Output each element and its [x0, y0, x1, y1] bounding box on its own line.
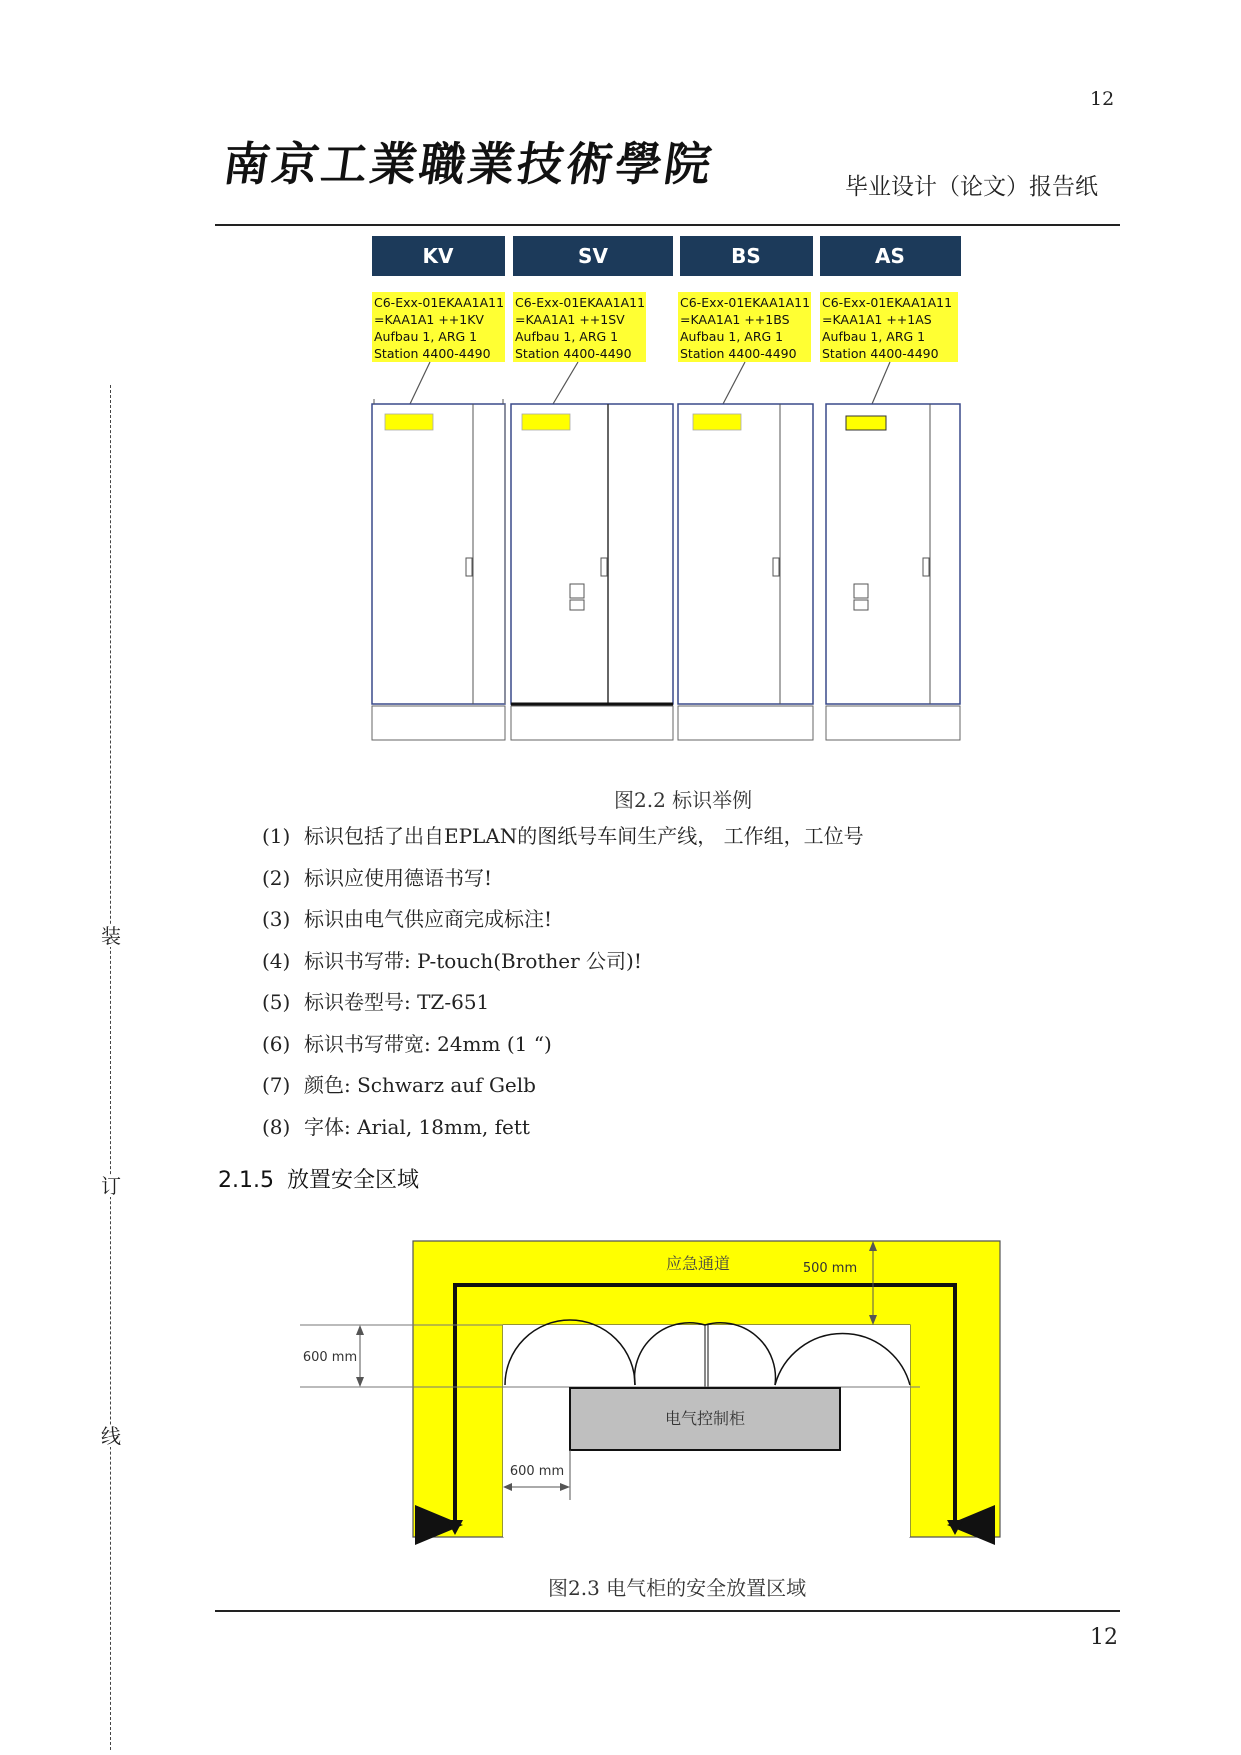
- requirements-list: [262, 822, 864, 1154]
- list-item: (7) 颜色: Schwarz auf Gelb: [262, 1073, 536, 1097]
- svg-text:Station 4400-4490: Station 4400-4490: [374, 346, 491, 361]
- svg-text:Station 4400-4490: Station 4400-4490: [680, 346, 797, 361]
- report-subtitle: 毕业设计（论文）报告纸: [845, 174, 1098, 200]
- svg-text:Aufbau 1, ARG 1: Aufbau 1, ARG 1: [374, 329, 478, 344]
- svg-text:Station 4400-4490: Station 4400-4490: [822, 346, 939, 361]
- svg-text:KV: KV: [422, 244, 454, 268]
- binding-label-ding: 订: [101, 1174, 121, 1198]
- leader-lines: [410, 362, 890, 404]
- list-item: (6) 标识书写带宽: 24mm (1 “): [262, 1031, 552, 1056]
- svg-text:=KAA1A1 ++1KV: =KAA1A1 ++1KV: [374, 312, 484, 327]
- svg-text:BS: BS: [731, 244, 761, 268]
- safety-zone-figure: [300, 1235, 1020, 1545]
- list-item: (5) 标识卷型号: TZ-651: [262, 990, 490, 1014]
- svg-text:=KAA1A1 ++1AS: =KAA1A1 ++1AS: [822, 312, 932, 327]
- binding-margin: [100, 385, 122, 1750]
- svg-text:C6-Exx-01EKAA1A11: C6-Exx-01EKAA1A11: [822, 295, 953, 310]
- section-number: 2.1.5: [218, 1168, 274, 1193]
- svg-text:Station 4400-4490: Station 4400-4490: [515, 346, 632, 361]
- svg-text:C6-Exx-01EKAA1A11: C6-Exx-01EKAA1A11: [515, 295, 646, 310]
- list-item: (2) 标识应使用德语书写!: [262, 865, 493, 890]
- svg-text:AS: AS: [875, 244, 905, 268]
- school-logo-text: 南京工業職業技術學院: [219, 137, 718, 191]
- label-box-sv: [513, 292, 646, 362]
- list-item: (8) 字体: Arial, 18mm, fett: [262, 1114, 530, 1139]
- footer-rule: [215, 1610, 1120, 1612]
- cabinet-header-kv: [372, 236, 505, 276]
- label-box-kv: [372, 292, 505, 362]
- header-rule: [215, 224, 1120, 226]
- cabinet-bs: [678, 404, 813, 740]
- label-box-bs: [678, 292, 811, 362]
- svg-text:Aufbau 1, ARG 1: Aufbau 1, ARG 1: [515, 329, 619, 344]
- dim-500mm-label: 500 mm: [802, 1261, 858, 1276]
- binding-label-xian: 线: [101, 1424, 121, 1448]
- cabinet-header-sv: [513, 236, 673, 276]
- cabinet-kv: [372, 399, 505, 740]
- page-number-bottom: 12: [1090, 1625, 1118, 1650]
- section-heading: [218, 1163, 419, 1194]
- dim-600mm-left-label: 600 mm: [302, 1350, 358, 1365]
- cabinet-as: [826, 404, 960, 740]
- svg-text:=KAA1A1 ++1SV: =KAA1A1 ++1SV: [515, 312, 625, 327]
- figure-2-3-caption: 图2.3 电气柜的安全放置区域: [548, 1576, 807, 1600]
- list-item: (1) 标识包括了出自EPLAN的图纸号车间生产线， 工作组，工位号: [262, 824, 864, 848]
- binding-label-zhuang: 装: [101, 924, 121, 948]
- svg-text:C6-Exx-01EKAA1A11: C6-Exx-01EKAA1A11: [374, 295, 505, 310]
- page-number-top: 12: [1090, 88, 1115, 110]
- binding-dashed-line: [110, 385, 111, 1750]
- figure-2-2-caption: 图2.2 标识举例: [614, 788, 753, 812]
- svg-text:SV: SV: [578, 244, 608, 268]
- list-item: (3) 标识由电气供应商完成标注!: [262, 907, 553, 931]
- cabinet-header-bs: [680, 236, 813, 276]
- svg-text:Aufbau 1, ARG 1: Aufbau 1, ARG 1: [822, 329, 926, 344]
- svg-text:C6-Exx-01EKAA1A11: C6-Exx-01EKAA1A11: [680, 295, 811, 310]
- list-item: (4) 标识书写带: P-touch(Brother 公司)!: [262, 948, 642, 973]
- dim-600mm-bottom-label: 600 mm: [509, 1464, 565, 1479]
- svg-text:Aufbau 1, ARG 1: Aufbau 1, ARG 1: [680, 329, 784, 344]
- cabinet-header-as: [820, 236, 961, 276]
- cabinet-sv: [511, 404, 673, 740]
- cabinet-label-figure: [360, 232, 980, 772]
- label-box-as: [820, 292, 958, 362]
- svg-text:=KAA1A1 ++1BS: =KAA1A1 ++1BS: [680, 312, 790, 327]
- control-cabinet-label: 电气控制柜: [664, 1409, 746, 1428]
- emergency-path-label: 应急通道: [665, 1254, 731, 1273]
- section-title: 放置安全区域: [286, 1168, 419, 1193]
